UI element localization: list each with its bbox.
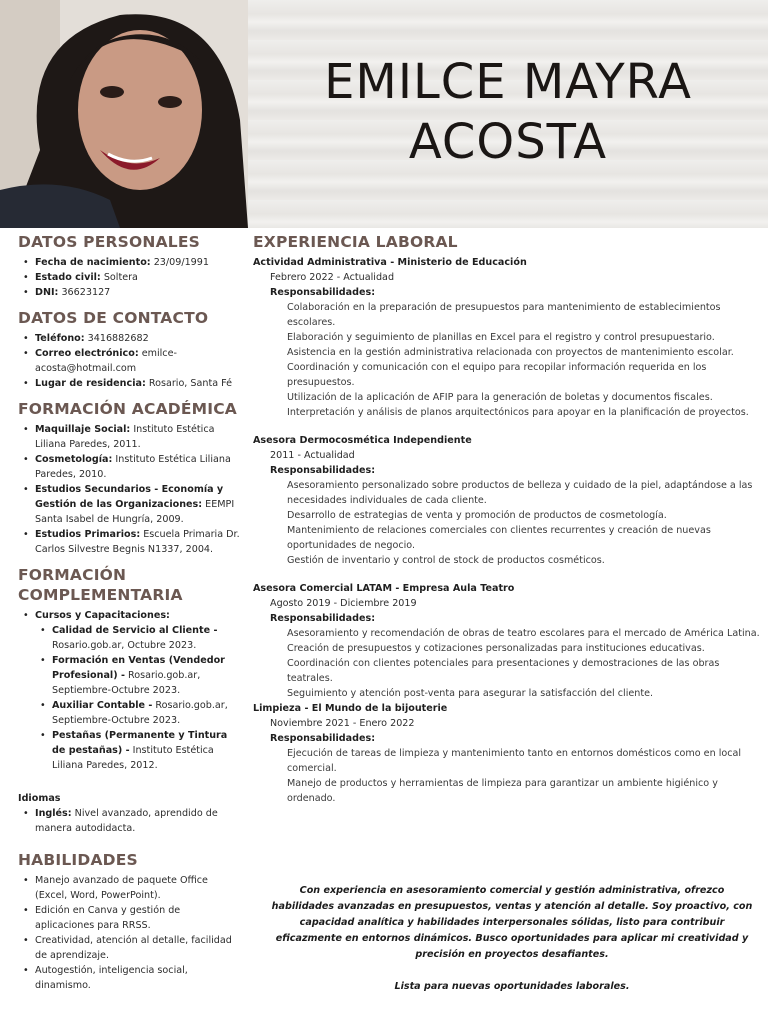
courses-list: [35, 623, 240, 773]
list-item: • Pestañas (Permanente y Tintura de pestañas) - Instituto Estética Liliana Paredes, 2012.: [35, 728, 240, 773]
list-item: Seguimiento y atención post-venta para asegurar la satisfacción del cliente.: [287, 688, 654, 699]
job-title: Actividad Administrativa - Ministerio de Educación: [253, 257, 527, 268]
datos-personales-section: [18, 232, 240, 300]
profile-summary: [268, 883, 756, 995]
job-entry: [253, 581, 763, 701]
list-item: Desarrollo de estrategias de venta y promoción de productos de cosmetología.: [287, 510, 667, 521]
section-title: EXPERIENCIA LABORAL: [253, 233, 458, 251]
job-responsibilities-label: Responsabilidades:: [270, 733, 376, 744]
job-date: Febrero 2022 - Actualidad: [270, 272, 395, 283]
left-column: [18, 232, 240, 1001]
list-item: Gestión de inventario y control de stock de productos cosméticos.: [287, 555, 605, 566]
job-date: 2011 - Actualidad: [270, 450, 355, 461]
list-item: Manejo de productos y herramientas de limpieza para garantizar un ambiente higiénico y ordenado.: [287, 778, 718, 804]
list-item: • Lugar de residencia: Rosario, Santa Fé: [18, 376, 240, 391]
list-item: • Calidad de Servicio al Cliente - Rosario.gob.ar, Octubre 2023.: [35, 623, 240, 653]
list-item: • Manejo avanzado de paquete Office (Excel, Word, PowerPoint).: [18, 873, 240, 903]
job-title: Asesora Comercial LATAM - Empresa Aula Teatro: [253, 583, 515, 594]
habilidades-section: [18, 850, 240, 993]
list-item: • Maquillaje Social: Instituto Estética Liliana Paredes, 2011.: [18, 422, 240, 452]
formacion-complementaria-section: [18, 565, 240, 836]
list-item: Asesoramiento personalizado sobre productos de belleza y cuidado de la piel, adaptándose a las necesidades individuales de cada cliente.: [287, 480, 753, 506]
portrait-illustration: [0, 0, 248, 228]
list-item: • Estudios Secundarios - Economía y Gestión de las Organizaciones: EEMPI Santa Isabel de Hungría, 2009.: [18, 482, 240, 527]
list-item: Interpretación y análisis de planos arquitectónicos para apoyar en la planificación de proyectos.: [287, 407, 749, 418]
list-item: Asistencia en la gestión administrativa relacionada con proyectos de mantenimiento escolar.: [287, 347, 734, 358]
list-item: • Estudios Primarios: Escuela Primaria Dr. Carlos Silvestre Begnis N1337, 2004.: [18, 527, 240, 557]
job-title: Asesora Dermocosmética Independiente: [253, 435, 472, 446]
list-item: • Formación en Ventas (Vendedor Profesional) - Rosario.gob.ar, Septiembre-Octubre 2023.: [35, 653, 240, 698]
idiomas-title: Idiomas: [18, 793, 61, 804]
summary-paragraph: Con experiencia en asesoramiento comercial y gestión administrativa, ofrezco habilidades avanzadas en presupuestos, ventas y atención al detalle. Soy proactivo, con capacidad analítica y habilidades interpersonales sólidas, listo para contribuir eficazmente en entornos dinámicos. Busco oportunidades para aplicar mi creatividad y precisión en proyectos desafiantes.: [271, 885, 753, 960]
list-item: Creación de presupuestos y cotizaciones personalizadas para instituciones educativas.: [287, 643, 705, 654]
list-item: Elaboración y seguimiento de planillas en Excel para el registro y control presupuestario.: [287, 332, 715, 343]
job-responsibilities-label: Responsabilidades:: [270, 613, 376, 624]
name-banner: [248, 0, 768, 228]
list-item: • Cosmetología: Instituto Estética Liliana Paredes, 2010.: [18, 452, 240, 482]
job-responsibilities-label: Responsabilidades:: [270, 465, 376, 476]
list-item: • Teléfono: 3416882682: [18, 331, 240, 346]
job-date: Agosto 2019 - Diciembre 2019: [270, 598, 417, 609]
list-item: • DNI: 36623127: [18, 285, 240, 300]
list-item: • Estado civil: Soltera: [18, 270, 240, 285]
right-column: [253, 232, 763, 819]
job-title: Limpieza - El Mundo de la bijouterie: [253, 703, 448, 714]
job-entry: [253, 255, 763, 420]
section-title: DATOS DE CONTACTO: [18, 309, 209, 327]
profile-photo: [0, 0, 248, 228]
job-date: Noviembre 2021 - Enero 2022: [270, 718, 415, 729]
job-entry: [253, 433, 763, 568]
datos-contacto-section: [18, 308, 240, 391]
list-item: • Edición en Canva y gestión de aplicaciones para RRSS.: [18, 903, 240, 933]
job-responsibilities-label: Responsabilidades:: [270, 287, 376, 298]
formacion-academica-section: [18, 399, 240, 557]
full-name: [248, 52, 768, 172]
list-item: • Auxiliar Contable - Rosario.gob.ar, Septiembre-Octubre 2023.: [35, 698, 240, 728]
name-line-2: ACOSTA: [408, 114, 608, 170]
list-item: Mantenimiento de relaciones comerciales con clientes recurrentes y creación de nuevas oportunidades de negocio.: [287, 525, 711, 551]
list-item: Colaboración en la preparación de presupuestos para mantenimiento de establecimientos escolares.: [287, 302, 721, 328]
list-item: Utilización de la aplicación de AFIP para la generación de boletas y documentos fiscales.: [287, 392, 713, 403]
list-item: • Inglés: Nivel avanzado, aprendido de manera autodidacta.: [18, 806, 240, 836]
list-item: Coordinación con clientes potenciales para presentaciones y demostraciones de las obras teatrales.: [287, 658, 720, 684]
list-item: • Correo electrónico: emilce-acosta@hotmail.com: [18, 346, 240, 376]
list-item: • Autogestión, inteligencia social, dinamismo.: [18, 963, 240, 993]
list-item: Coordinación y comunicación con el equipo para recopilar información requerida en los presupuestos.: [287, 362, 707, 388]
list-item: • Creatividad, atención al detalle, facilidad de aprendizaje.: [18, 933, 240, 963]
name-line-1: EMILCE MAYRA: [324, 54, 692, 110]
job-entry: [253, 701, 763, 806]
list-item: • Fecha de nacimiento: 23/09/1991: [18, 255, 240, 270]
section-title: FORMACIÓN COMPLEMENTARIA: [18, 566, 183, 604]
list-item: Ejecución de tareas de limpieza y mantenimiento tanto en entornos domésticos como en local comercial.: [287, 748, 742, 774]
summary-closing: Lista para nuevas oportunidades laborales.: [394, 981, 630, 992]
list-item: Asesoramiento y recomendación de obras de teatro escolares para el mercado de América Latina.: [287, 628, 760, 639]
section-title: FORMACIÓN ACADÉMICA: [18, 400, 237, 418]
section-title: DATOS PERSONALES: [18, 233, 200, 251]
list-item: • Cursos y Capacitaciones: • Calidad de Servicio al Cliente - Rosario.gob.ar, Octubre 2023. • Formación en Ventas (Vendedor Profesional) - Rosario.gob.ar, Septiembre-Octubre 2023. • Auxiliar Contable - Rosario.gob.ar, Septiembre-Octubre 2023. • Pestañas (Permanente y Tintura de pestañas) - Instituto Estética Liliana Paredes, 2012.: [18, 608, 240, 773]
section-title: HABILIDADES: [18, 851, 138, 869]
